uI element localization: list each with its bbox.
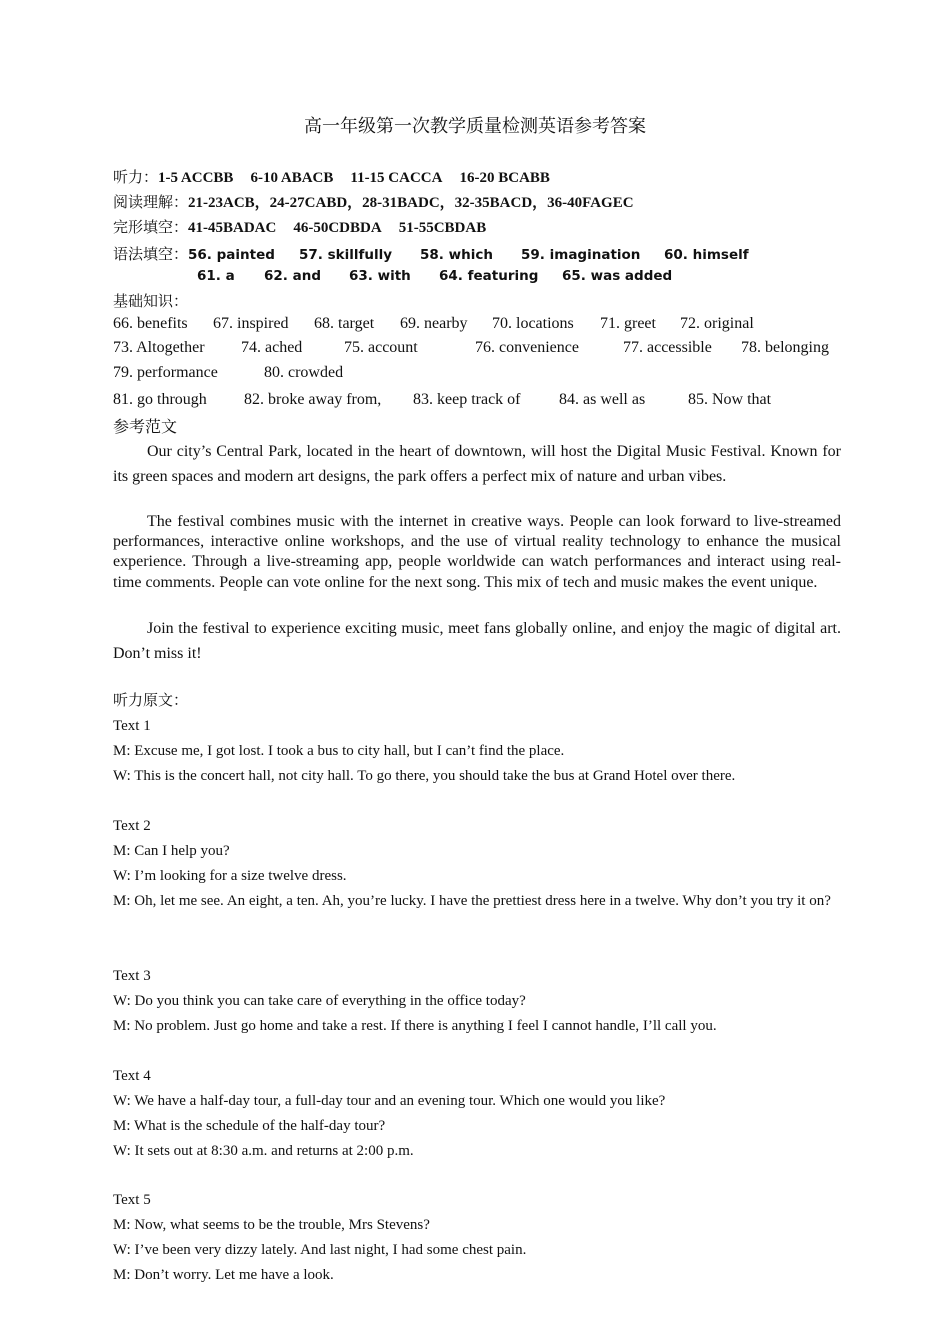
transcript-text-5: [113, 1188, 843, 1288]
answer-item: 68. target: [314, 315, 375, 332]
answer-item: 56. painted: [188, 247, 275, 263]
answer-group: 21-23ACB，24-27CABD，28-31BADC，32-35BACD，36-40FAGEC: [188, 195, 634, 211]
dialogue-line: M: No problem. Just go home and take a rest. If there is anything I feel I cannot handle, I’ll call you.: [113, 1018, 717, 1034]
dialogue-line: W: This is the concert hall, not city hall. To go there, you should take the bus at Grand Hotel over there.: [113, 768, 736, 784]
basics-row3: [113, 364, 343, 382]
answer-item: 80. crowded: [264, 364, 344, 381]
answer-item: 63. with: [349, 268, 411, 284]
answer-item: 82. broke away from,: [244, 391, 382, 408]
answer-item: 77. accessible: [623, 339, 712, 356]
text-heading: Text 5: [113, 1192, 151, 1208]
transcript-text-1: [113, 714, 843, 789]
dialogue-line: W: It sets out at 8:30 a.m. and returns at 2:00 p.m.: [113, 1143, 414, 1159]
dialogue-line: M: Don’t worry. Let me have a look.: [113, 1267, 334, 1283]
transcript-text-2: [113, 814, 843, 914]
reading-label: 阅读理解：: [113, 195, 189, 211]
answer-item: 60. himself: [664, 247, 749, 263]
answer-group: 11-15 CACCA: [350, 170, 443, 186]
basics-row4: [113, 391, 771, 409]
dialogue-line: M: Oh, let me see. An eight, a ten. Ah, you’re lucky. I have the prettiest dress here in a twelve. Why don’t you try it on?: [113, 893, 831, 909]
answer-item: 76. convenience: [475, 339, 579, 356]
answer-item: 70. locations: [492, 315, 574, 332]
essay-text: Join the festival to experience exciting music, meet fans globally online, and enjoy the magic of digital art. Don’t miss it!: [113, 620, 841, 662]
answer-item: 84. as well as: [559, 391, 646, 408]
essay-label-text: 参考范文: [113, 419, 178, 436]
answer-item: 66. benefits: [113, 315, 188, 332]
dialogue-line: W: We have a half-day tour, a full-day tour and an evening tour. Which one would you like?: [113, 1093, 666, 1109]
listening-answers: [113, 166, 550, 187]
answer-item: 81. go through: [113, 391, 207, 408]
essay-text: The festival combines music with the internet in creative ways. People can look forward to live-streamed performances, interactive online workshops, and the use of virtual reality technology to enhance the musical experience. Through a live-streaming app, people worldwide can watch performances and interact using real-time comments. People can vote online for the next song. This mix of tech and music makes the event unique.: [113, 513, 841, 591]
cloze-answers: [113, 216, 486, 237]
answer-group: 16-20 BCABB: [459, 170, 550, 186]
answer-item: 79. performance: [113, 364, 218, 381]
dialogue-line: W: I’ve been very dizzy lately. And last night, I had some chest pain.: [113, 1242, 527, 1258]
grammar-answers-row2: [197, 267, 672, 285]
answer-item: 62. and: [264, 268, 321, 284]
grammar-answers-row1: [113, 243, 749, 264]
basics-row2: [113, 339, 829, 357]
cloze-label: 完形填空：: [113, 220, 189, 236]
listening-label: 听力：: [113, 170, 159, 186]
answer-item: 85. Now that: [688, 391, 772, 408]
grammar-label: 语法填空：: [113, 247, 189, 263]
reading-answers: [113, 191, 634, 212]
dialogue-line: M: What is the schedule of the half-day tour?: [113, 1118, 386, 1134]
essay-paragraph-2: [113, 512, 841, 593]
answer-item: 75. account: [344, 339, 418, 356]
answer-item: 83. keep track of: [413, 391, 521, 408]
answer-item: 58. which: [420, 247, 493, 263]
dialogue-line: W: I’m looking for a size twelve dress.: [113, 868, 347, 884]
answer-group: 6-10 ABACB: [250, 170, 334, 186]
answer-item: 72. original: [680, 315, 754, 332]
answer-item: 59. imagination: [521, 247, 641, 263]
dialogue-line: M: Now, what seems to be the trouble, Mrs Stevens?: [113, 1217, 430, 1233]
dialogue-line: M: Can I help you?: [113, 843, 230, 859]
essay-paragraph-3: [113, 616, 841, 666]
text-heading: Text 2: [113, 818, 151, 834]
answer-item: 67. inspired: [213, 315, 289, 332]
transcript-text-3: [113, 964, 843, 1039]
essay-paragraph-1: [113, 439, 841, 489]
basics-row1: [113, 315, 754, 333]
text-heading: Text 1: [113, 718, 151, 734]
answer-item: 61. a: [197, 268, 235, 284]
essay-label: [113, 414, 177, 437]
essay-text: Our city’s Central Park, located in the heart of downtown, will host the Digital Music Festival. Known for its green spaces and modern art designs, the park offers a perfect mix of nature and urban vibes.: [113, 443, 841, 485]
page-title: 高一年级第一次教学质量检测英语参考答案: [304, 116, 646, 136]
answer-item: 65. was added: [562, 268, 673, 284]
answer-item: 71. greet: [600, 315, 656, 332]
basics-label-text: 基础知识：: [113, 294, 189, 310]
answer-group: 51-55CBDAB: [398, 220, 487, 236]
answer-item: 73. Altogether: [113, 339, 205, 356]
transcript-label: 听力原文：: [113, 693, 189, 709]
dialogue-line: M: Excuse me, I got lost. I took a bus to city hall, but I can’t find the place.: [113, 743, 565, 759]
answer-item: 74. ached: [241, 339, 303, 356]
transcript-text-4: [113, 1064, 843, 1164]
answer-item: 64. featuring: [439, 268, 539, 284]
answer-group: 41-45BADAC: [188, 220, 277, 236]
answer-item: 69. nearby: [400, 315, 468, 332]
answer-item: 78. belonging: [741, 339, 829, 356]
answer-item: 57. skillfully: [299, 247, 393, 263]
answer-group: 46-50CDBDA: [293, 220, 382, 236]
text-heading: Text 3: [113, 968, 151, 984]
text-heading: Text 4: [113, 1068, 151, 1084]
dialogue-line: W: Do you think you can take care of everything in the office today?: [113, 993, 526, 1009]
answer-group: 1-5 ACCBB: [158, 170, 234, 186]
basics-label: [113, 290, 188, 311]
